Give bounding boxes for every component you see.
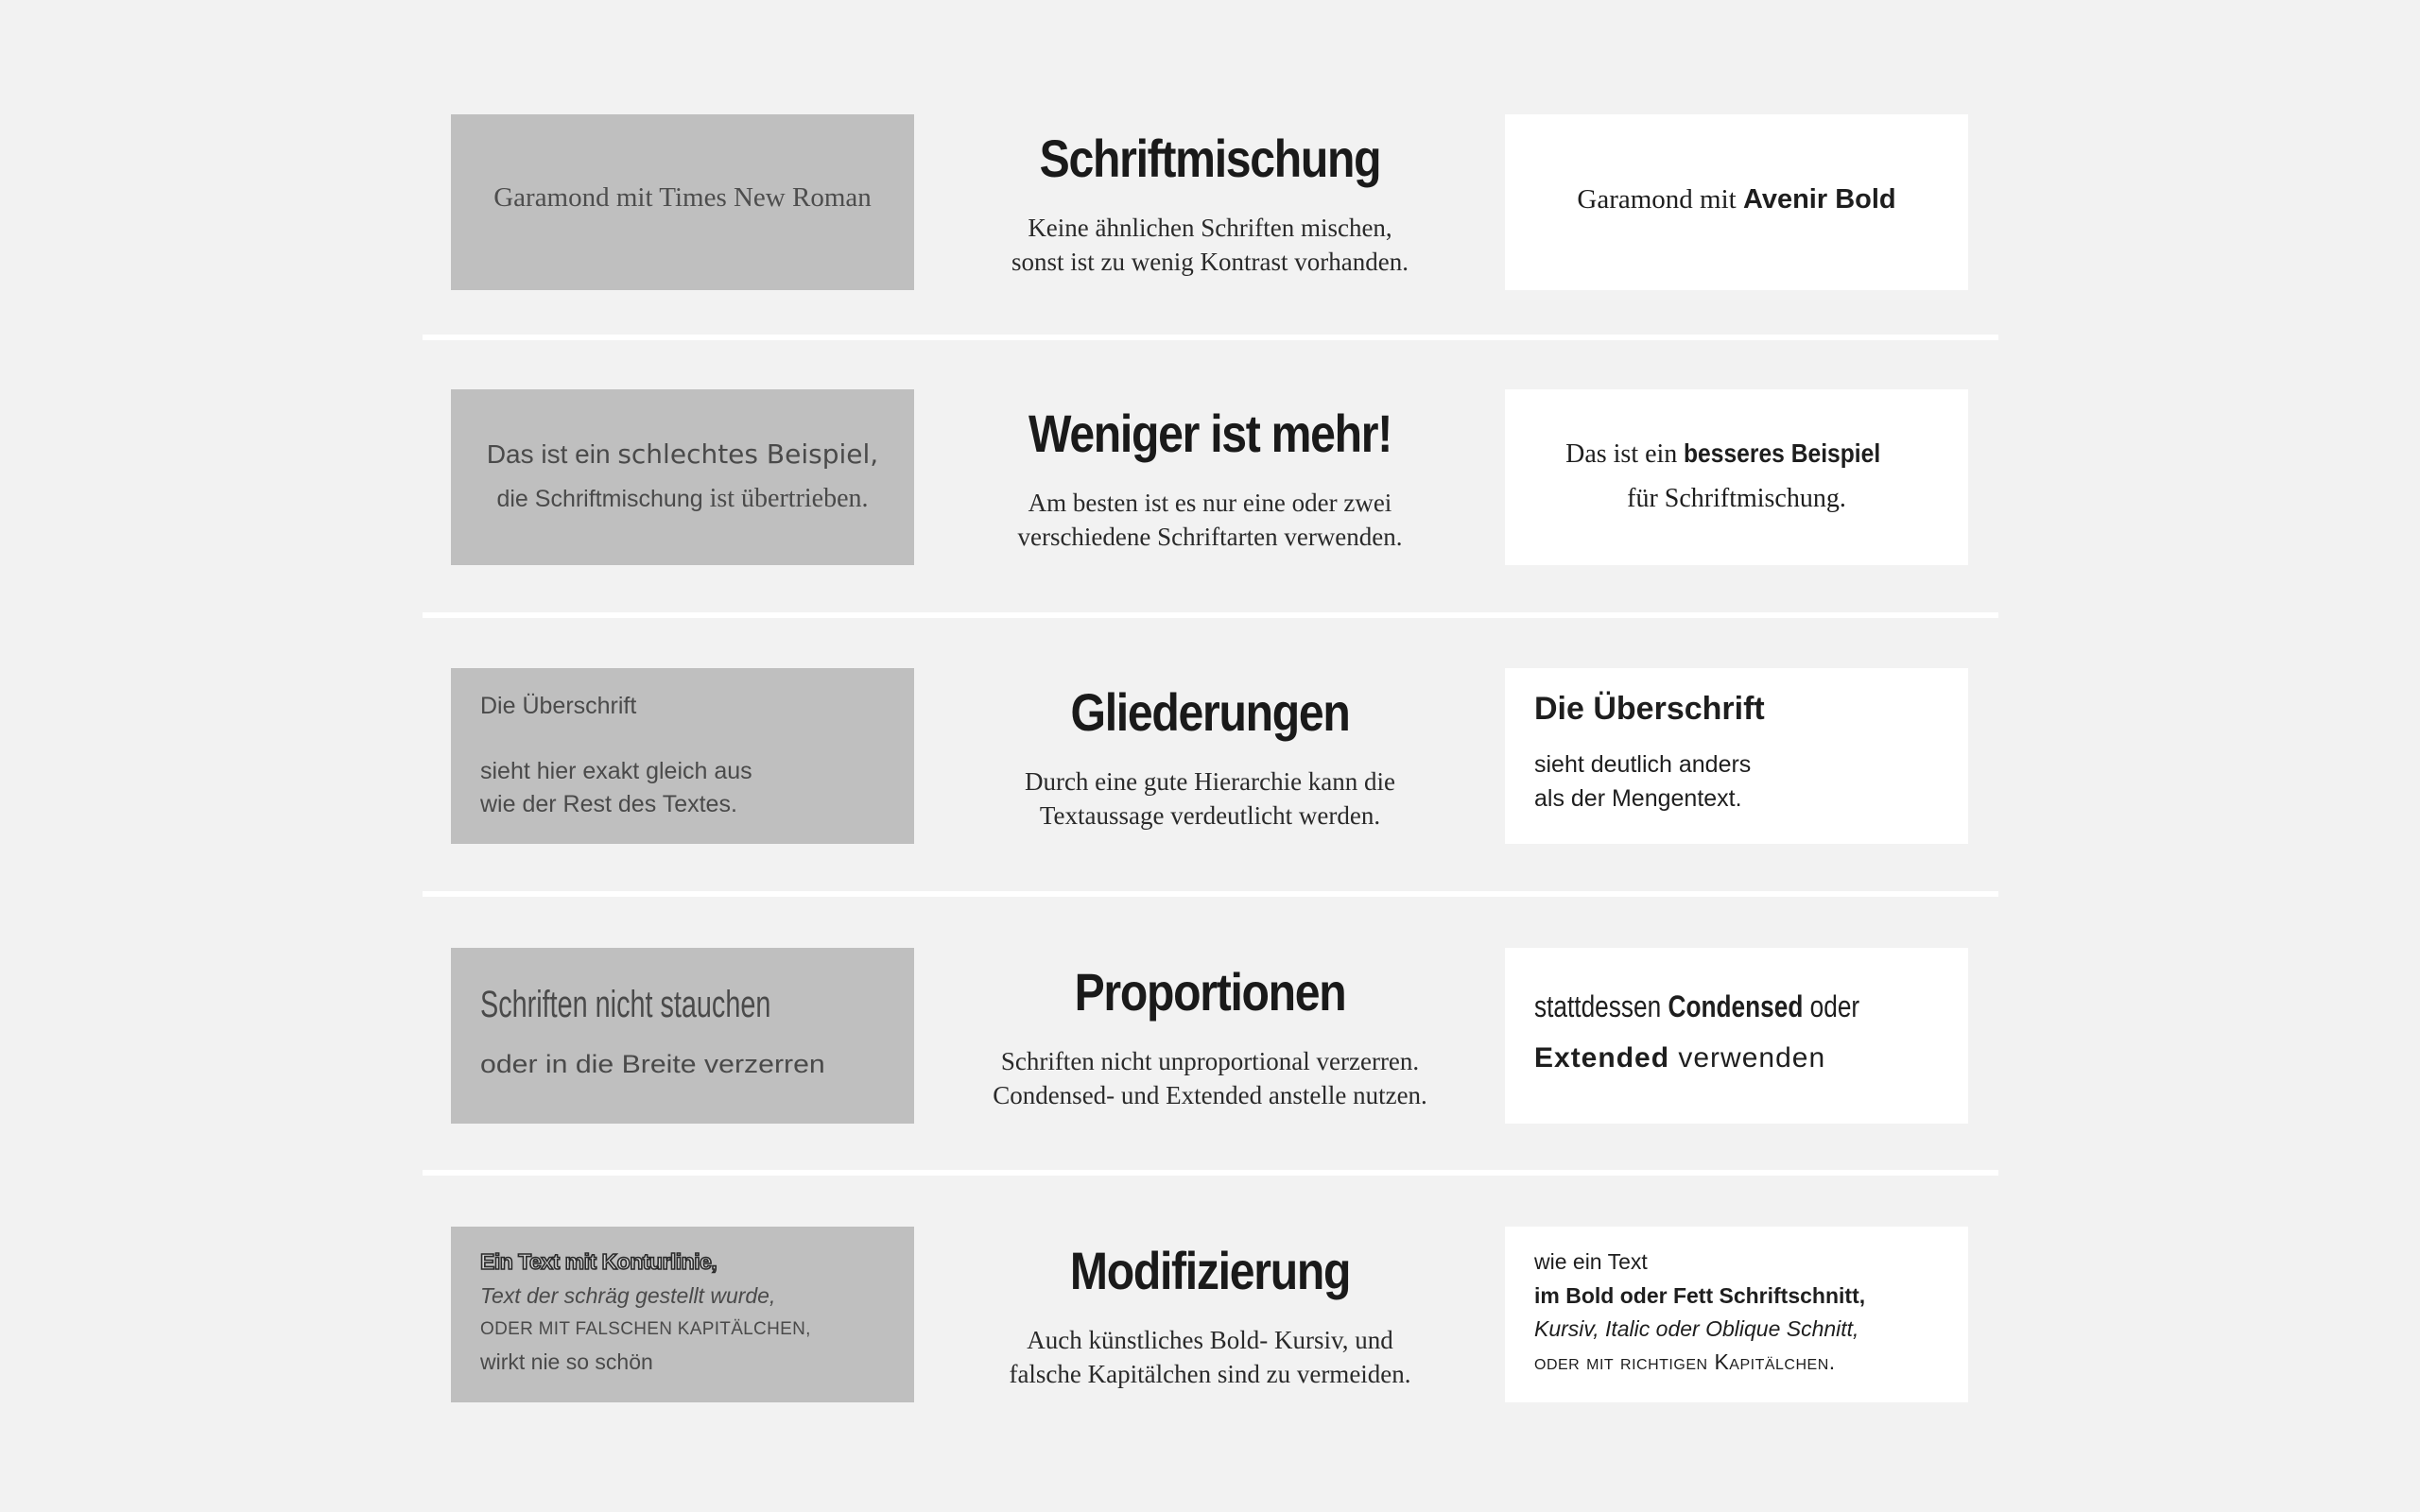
- good-example-italic-line: Kursiv, Italic oder Oblique Schnitt,: [1534, 1316, 1859, 1341]
- good-example-box: [1505, 114, 1968, 290]
- section-description: [926, 486, 1494, 554]
- description-line: verschiedene Schriftarten verwenden.: [1017, 523, 1403, 551]
- section-title: Modifizierung: [1069, 1241, 1351, 1300]
- bad-example-line-extended: oder in die Breite verzerren: [480, 1050, 825, 1078]
- description-line: Keine ähnlichen Schriften mischen,: [1028, 214, 1392, 242]
- good-example-box: [1505, 389, 1968, 565]
- row-weniger-ist-mehr: [0, 389, 2420, 565]
- section-description: [926, 1323, 1494, 1391]
- good-example-line: als der Mengentext.: [1534, 785, 1742, 812]
- row-divider: [423, 612, 1998, 618]
- good-example-part-bold: Condensed: [1668, 989, 1804, 1023]
- good-example-line: [1505, 438, 1968, 470]
- section-description: [926, 211, 1494, 279]
- good-example-part: Garamond mit: [1577, 184, 1743, 215]
- good-example-box: [1505, 948, 1968, 1124]
- good-example-line: wie ein Text: [1534, 1249, 1648, 1274]
- explanation: [926, 114, 1494, 290]
- good-example-part: verwenden: [1669, 1042, 1826, 1074]
- good-example-line: [1534, 989, 1859, 1024]
- bad-example-box: [451, 389, 914, 565]
- bad-example-text: Garamond mit Times New Roman: [493, 182, 872, 213]
- description-line: falsche Kapitälchen sind zu vermeiden.: [1009, 1360, 1411, 1388]
- bad-example-box: [451, 114, 914, 290]
- good-example-part: oder: [1803, 989, 1860, 1023]
- bad-example-line: sieht hier exakt gleich aus: [480, 758, 752, 784]
- row-divider: [423, 891, 1998, 897]
- explanation: [926, 948, 1494, 1124]
- row-modifizierung: [0, 1227, 2420, 1402]
- good-example-smallcaps-line: oder mit richtigen Kapitälchen.: [1534, 1349, 1836, 1374]
- bad-example-line: Die Überschrift: [480, 693, 637, 719]
- bad-example-line-condensed: Schriften nicht stauchen: [480, 984, 771, 1025]
- row-divider: [423, 1170, 1998, 1176]
- good-example-box: [1505, 1227, 1968, 1402]
- description-line: Condensed- und Extended anstelle nutzen.: [993, 1081, 1427, 1109]
- bad-example-part: schlechtes Beispiel,: [617, 438, 879, 470]
- bad-example-part: ist übertrieben.: [709, 484, 869, 513]
- bad-example-part: Das ist ein: [486, 439, 618, 469]
- description-line: Am besten ist es nur eine oder zwei: [1028, 489, 1392, 517]
- row-proportionen: [0, 948, 2420, 1124]
- explanation: [926, 1227, 1494, 1402]
- explanation: [926, 668, 1494, 844]
- bad-example-outline-text: Ein Text mit Konturlinie,: [480, 1249, 717, 1274]
- good-example-heading: Die Überschrift: [1534, 691, 1765, 727]
- section-title: Schriftmischung: [1039, 129, 1381, 188]
- good-example-box: [1505, 668, 1968, 844]
- good-example-line: für Schriftmischung.: [1627, 484, 1846, 513]
- bad-example-line: [451, 438, 914, 471]
- description-line: sonst ist zu wenig Kontrast vorhanden.: [1011, 248, 1409, 276]
- section-description: [926, 765, 1494, 833]
- bad-example-fake-smallcaps: ODER MIT FALSCHEN KAPITÄLCHEN,: [480, 1319, 811, 1339]
- section-title: Proportionen: [1074, 962, 1346, 1022]
- good-example-text: [1505, 184, 1968, 215]
- row-schriftmischung: [0, 114, 2420, 290]
- bad-example-box: [451, 668, 914, 844]
- good-example-part: stattdessen: [1534, 989, 1668, 1023]
- bad-example-line: [451, 484, 914, 514]
- section-title: Gliederungen: [1070, 682, 1350, 742]
- good-example-bold-line: im Bold oder Fett Schriftschnitt,: [1534, 1283, 1866, 1308]
- bad-example-line: wie der Rest des Textes.: [480, 791, 737, 817]
- good-example-line: sieht deutlich anders: [1534, 751, 1752, 778]
- bad-example-part: die Schriftmischung: [496, 486, 710, 512]
- good-example-part: Das ist ein: [1565, 439, 1685, 469]
- section-description: [926, 1044, 1494, 1112]
- description-line: Textaussage verdeutlicht werden.: [1039, 801, 1381, 830]
- section-title: Weniger ist mehr!: [1028, 404, 1392, 463]
- bad-example-box: [451, 948, 914, 1124]
- description-line: Schriften nicht unproportional verzerren.: [1000, 1047, 1420, 1075]
- good-example-part-bold: besseres Beispiel: [1684, 438, 1881, 468]
- good-example-part-bold: Avenir Bold: [1742, 184, 1896, 215]
- good-example-line: [1534, 1042, 1825, 1074]
- description-line: Durch eine gute Hierarchie kann die: [1024, 767, 1396, 796]
- row-gliederungen: [0, 668, 2420, 844]
- bad-example-line: wirkt nie so schön: [480, 1349, 653, 1374]
- description-line: Auch künstliches Bold- Kursiv, und: [1027, 1326, 1393, 1354]
- bad-example-box: [451, 1227, 914, 1402]
- explanation: [926, 389, 1494, 565]
- bad-example-slanted-text: Text der schräg gestellt wurde,: [480, 1283, 776, 1308]
- row-divider: [423, 335, 1998, 340]
- good-example-part-bold: Extended: [1534, 1042, 1670, 1074]
